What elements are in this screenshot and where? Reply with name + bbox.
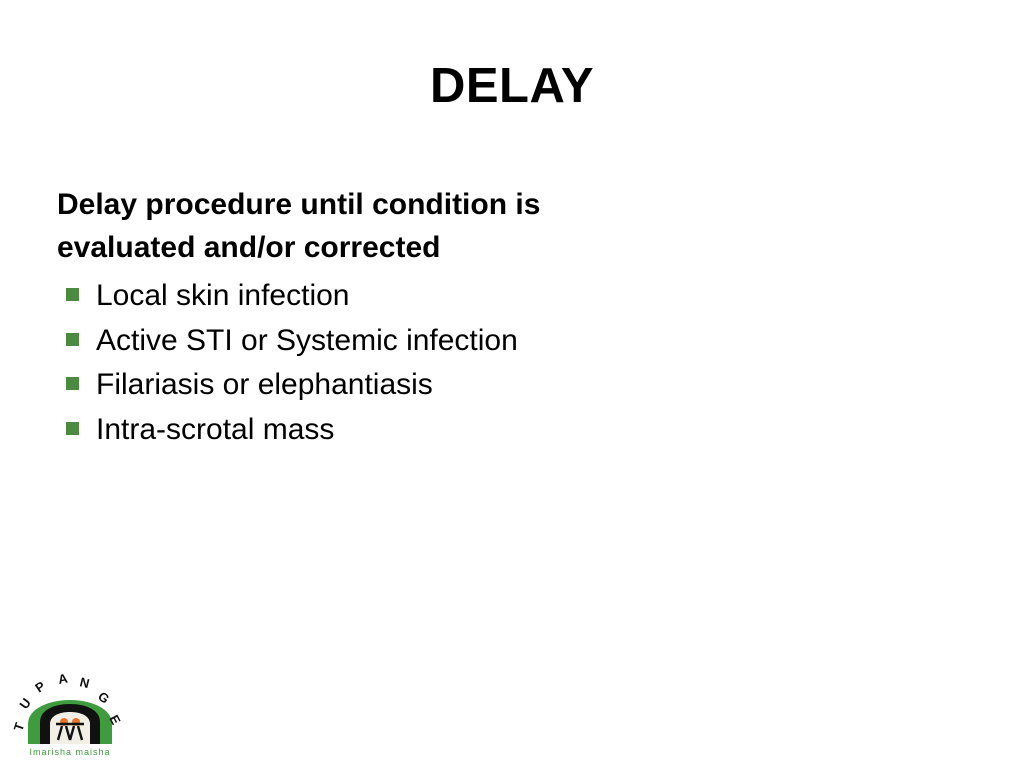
logo-tagline: Imarisha maisha	[29, 747, 111, 757]
logo-letter: A	[56, 670, 69, 687]
list-item	[57, 278, 937, 315]
bullet-list	[57, 278, 937, 448]
logo-letter: E	[106, 712, 124, 728]
square-bullet-icon	[66, 422, 79, 435]
logo-letter: U	[16, 695, 34, 712]
list-item	[57, 367, 937, 404]
list-item	[57, 412, 937, 449]
logo-letter: N	[78, 674, 92, 692]
logo-letter: P	[32, 678, 48, 696]
list-item	[57, 323, 937, 360]
square-bullet-icon	[66, 333, 79, 346]
list-item-label: Active STI or Systemic infection	[96, 323, 518, 357]
list-item-label: Intra-scrotal mass	[96, 412, 335, 446]
list-item-label: Filariasis or elephantiasis	[96, 368, 433, 402]
square-bullet-icon	[66, 377, 79, 390]
square-bullet-icon	[66, 288, 79, 301]
slide-body	[57, 185, 937, 456]
tupange-logo	[10, 652, 130, 760]
lead-line-1: Delay procedure until condition is	[57, 188, 541, 221]
lead-line-2: evaluated and/or corrected	[57, 230, 441, 264]
logo-letter: G	[95, 688, 113, 707]
page-title: DELAY	[429, 59, 595, 113]
list-item-label: Local skin infection	[96, 279, 350, 312]
logo-letter: T	[10, 720, 28, 733]
